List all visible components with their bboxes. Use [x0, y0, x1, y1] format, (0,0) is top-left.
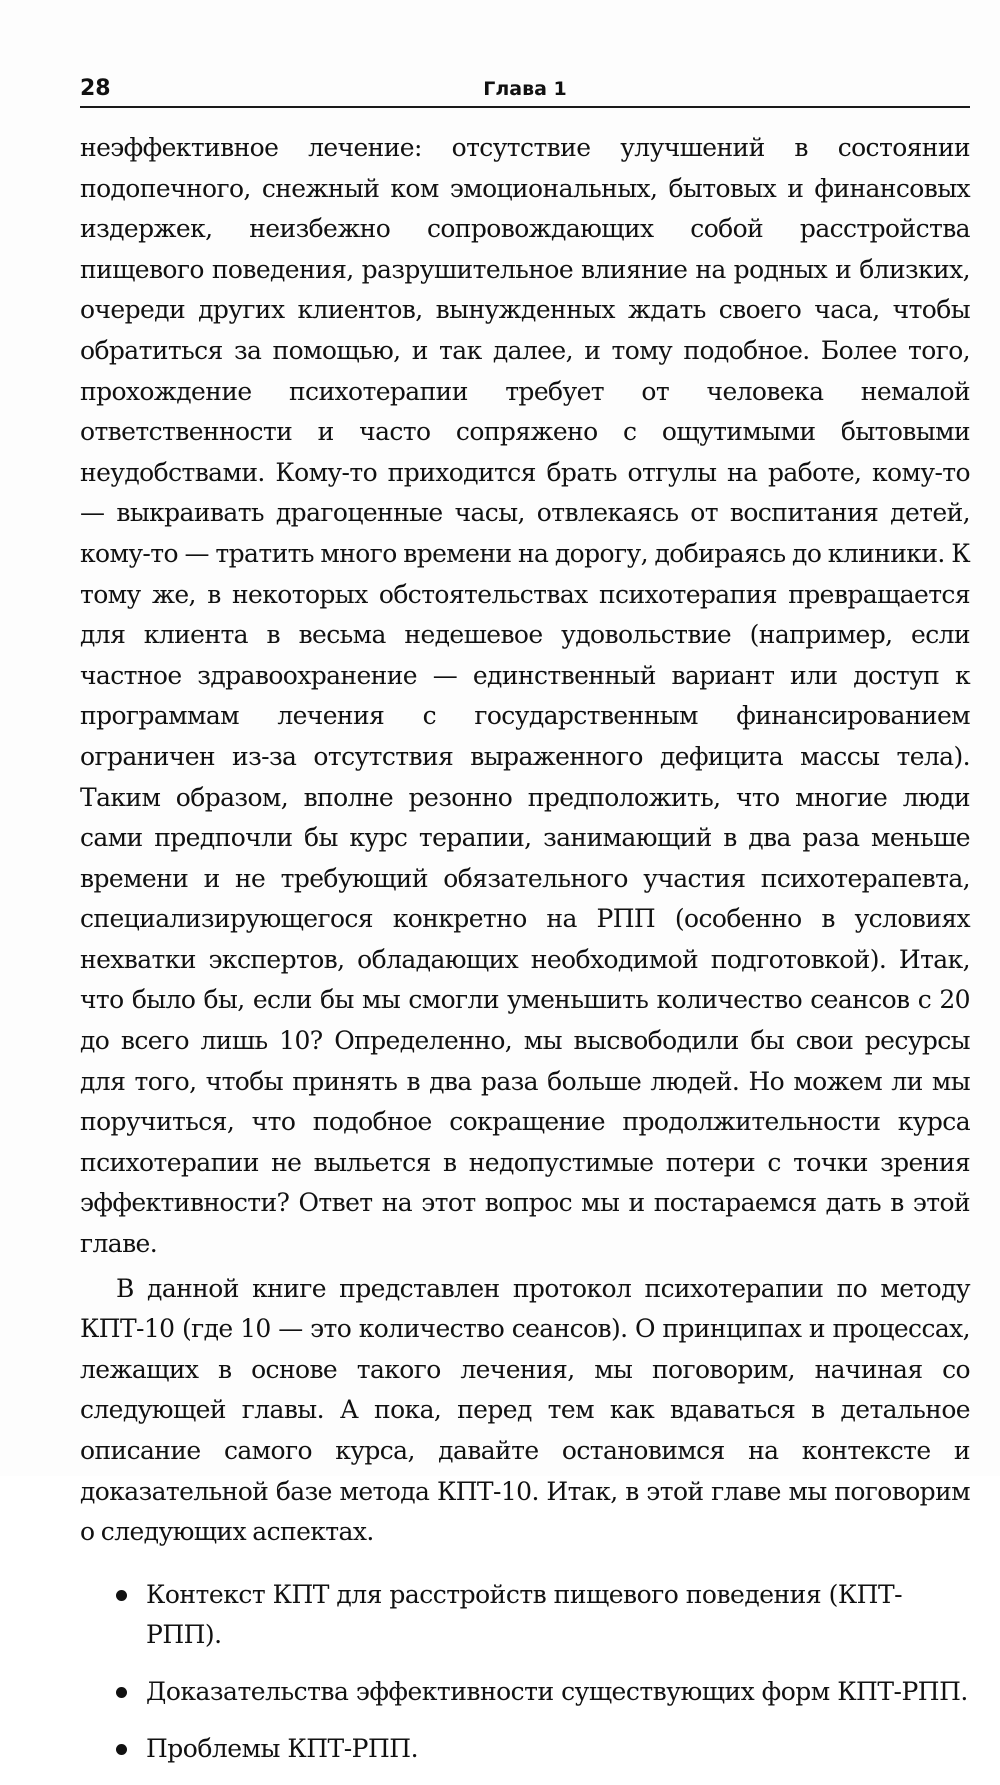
body-text: [80, 128, 970, 1785]
bullet-icon: [116, 1744, 127, 1755]
bullet-icon: [116, 1687, 127, 1698]
list-item: [80, 1672, 970, 1713]
page-number: 28: [80, 76, 111, 101]
list-item: [80, 1729, 970, 1770]
list-item: [80, 1575, 970, 1656]
bullet-icon: [116, 1590, 127, 1601]
paragraph-2: В данной книге представлен протокол психотерапии по методу КПТ-10 (где 10 — это количество сеансов). О принципах и процессах, лежащих в основе такого лечения, мы поговорим, начиная со следующей главы. А пока, перед тем как вдаваться в детальное описание самого курса, давайте остановимся на контексте и доказательной базе метода КПТ-10. Итак, в этой главе мы поговорим о следующих аспектах.: [80, 1273, 970, 1547]
paragraph-1: неэффективное лечение: отсутствие улучшений в состоянии подопечного, снежный ком эмоциональных, бытовых и финансовых издержек, неизбежно сопровождающих собой расстройства пищевого поведения, разрушительное влияние на родных и близких, очереди других клиентов, вынужденных ждать своего часа, чтобы обратиться за помощью, и так далее, и тому подобное. Более того, прохождение психотерапии требует от человека немалой ответственности и часто сопряжено с ощутимыми бытовыми неудобствами. Кому-то приходится брать отгулы на работе, кому-то — выкраивать драгоценные часы, отвлекаясь от воспитания детей, кому-то — тратить много времени на дорогу, добираясь до клиники. К тому же, в некоторых обстоятельствах психотерапия превращается для клиента в весьма недешевое удовольствие (например, если частное здравоохранение — единственный вариант или доступ к программам лечения с государственным финансированием ограничен из-за отсутствия выраженного дефицита массы тела). Таким образом, вполне резонно предположить, что многие люди сами предпочли бы курс терапии, занимающий в два раза меньше времени и не требующий обязательного участия психотерапевта, специализирующегося конкретно на РПП (особенно в условиях нехватки экспертов, обладающих необходимой подготовкой). Итак, что было бы, если бы мы смогли уменьшить количество сеансов с 20 до всего лишь 10? Определенно, мы высвободили бы свои ресурсы для того, чтобы принять в два раза больше людей. Но можем ли мы поручиться, что подобное сокращение продолжительности курса психотерапии не выльется в недопустимые потери с точки зрения эффективности? Ответ на этот вопрос мы и постараемся дать в этой главе.: [80, 133, 970, 1259]
running-header: [80, 72, 970, 108]
list-item-text: Контекст КПТ для расстройств пищевого поведения (КПТ-РПП).: [146, 1579, 903, 1650]
list-item-text: Доказательства эффективности существующих форм КПТ-РПП.: [146, 1676, 968, 1706]
aspects-list: [80, 1575, 970, 1769]
list-item-text: Проблемы КПТ-РПП.: [146, 1733, 419, 1763]
chapter-title: Глава 1: [483, 78, 567, 100]
